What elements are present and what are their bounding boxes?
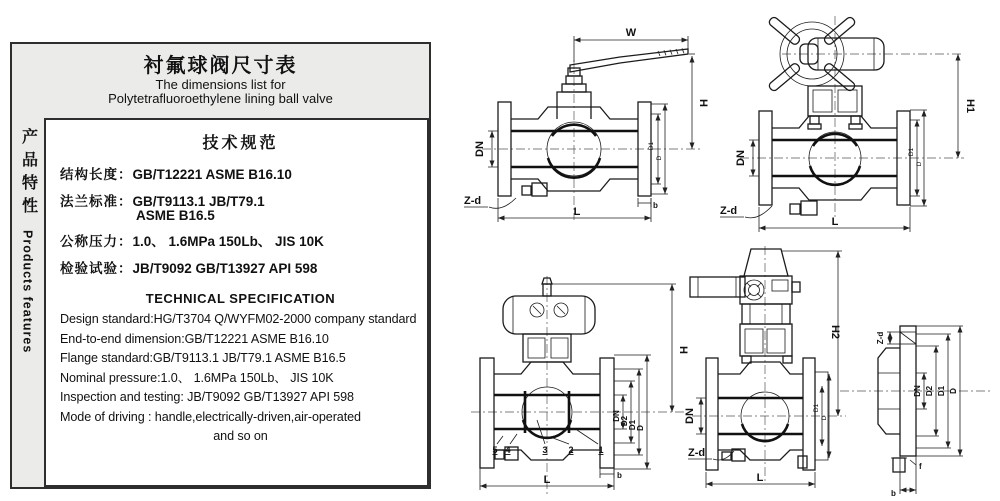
side-label-en: Products features (20, 230, 35, 354)
dim-label-l: L (573, 206, 581, 218)
page-title-cn: 衬氟球阀尺寸表 (143, 55, 298, 78)
dim-label-d1: D1 (648, 141, 655, 151)
spec-en-line-flange: Flange standard:GB/T9113.1 JB/T79.1 ASME B16.5 (60, 351, 346, 366)
spec-row-structure-length: 结构长度：GB/T12221 ASME B16.10 (60, 167, 292, 182)
dim-label-b: b (653, 201, 658, 210)
dim-label-b: b (617, 471, 622, 480)
dim-label-zd: Z-d (464, 195, 482, 207)
valve-body (759, 111, 910, 215)
dim-label-dn: DN (612, 410, 621, 422)
spec-en-line-endtoend: End-to-end dimension:GB/T12221 ASME B16.10 (60, 331, 329, 346)
drawing-handwheel-valve (712, 2, 990, 240)
flange-dim-label-dn: DN (913, 385, 922, 397)
dim-label-dn: DN (684, 408, 696, 424)
centerlines (482, 60, 700, 220)
drawing-pneumatic-valve (465, 250, 700, 500)
dim-label-d: D (916, 161, 923, 167)
valve-body (498, 76, 651, 196)
dim-label-dn: DN (735, 150, 747, 166)
electric-actuator (690, 249, 800, 324)
flange-detail-view (876, 326, 963, 498)
side-strip (12, 118, 44, 487)
part-number-2: 2 (568, 445, 574, 455)
dim-label-dn: DN (474, 141, 486, 157)
spec-cn-heading: 技术规范 (202, 135, 279, 152)
dim-label-l: L (543, 474, 551, 486)
flange-dim-label-d2: D2 (925, 385, 934, 397)
spec-en-line-pressure: Nominal pressure:1.0、 1.6MPa 150Lb、 JIS 10K (60, 370, 334, 385)
yoke (740, 324, 792, 363)
spec-en-line-inspection: Inspection and testing: JB/T9092 GB/T13927 API 598 (60, 390, 354, 405)
lever-handle (568, 48, 688, 76)
spec-row-flange-standard: 法兰标准：GB/T9113.1 JB/T79.1 ASME B16.5 (60, 190, 421, 223)
spec-row-inspection-test: 检验试验：JB/T9092 GB/T13927 API 598 (60, 261, 318, 276)
dim-label-l: L (831, 216, 839, 228)
dim-label-d: D (656, 155, 663, 161)
title-block (12, 44, 429, 118)
dim-label-h1: H1 (964, 98, 976, 114)
pneumatic-actuator (503, 278, 595, 362)
flange-dim-label-zd: Z-d (876, 331, 885, 345)
side-label-cn: 产品特性 (19, 128, 37, 220)
flange-dim-label-d: D (949, 388, 958, 394)
spec-row-nominal-pressure: 公称压力：1.0、 1.6MPa 150Lb、 JIS 10K (60, 234, 324, 249)
part-number-1: 1 (598, 445, 604, 455)
dim-label-d1: D1 (908, 147, 915, 157)
dimension-lines (480, 284, 676, 490)
spec-en-heading: TECHNICAL SPECIFICATION (145, 291, 336, 306)
dimension-lines (720, 54, 958, 232)
dim-label-d2: D2 (620, 415, 629, 427)
spec-row-flange-standard-cont: ASME B16.5 (136, 208, 215, 223)
dim-label-zd: Z-d (688, 447, 706, 459)
spec-en-line-design: Design standard:HG/T3704 Q/WYFM02-2000 company standard (60, 312, 417, 326)
valve-body (706, 358, 828, 470)
spec-panel (10, 42, 431, 489)
dim-label-d: D (636, 425, 645, 431)
dim-label-w: W (625, 27, 637, 39)
centerlines (740, 16, 964, 220)
dim-label-d1: D1 (628, 419, 637, 431)
dim-label-l: L (756, 472, 764, 484)
page-title-en-1: The dimensions list for (155, 76, 286, 92)
dim-label-zd: Z-d (720, 205, 738, 217)
dim-label-d: D (821, 415, 828, 421)
spec-en-line-driving: Mode of driving : handle,electrically-driven,air-operated (60, 409, 361, 424)
side-strip-vertical-text (17, 118, 40, 487)
flange-dim-label-f: f (919, 462, 922, 471)
dim-label-h: H (697, 99, 709, 107)
dim-label-h: H (677, 346, 689, 354)
dim-label-h2: H2 (829, 324, 841, 340)
page-title-en-2: Polytetrafluoroethylene lining ball valve (108, 91, 333, 107)
spec-en-line-andsoon: and so on (213, 429, 268, 444)
flange-dim-label-b: b (891, 489, 896, 498)
part-number-5: 5 (492, 445, 498, 455)
part-number-3: 3 (542, 445, 548, 455)
spec-content (44, 118, 429, 487)
drawing-electric-valve (684, 246, 1000, 501)
flange-dim-label-d1: D1 (937, 385, 946, 397)
dim-label-d1: D1 (813, 403, 820, 413)
drawing-lever-valve (462, 6, 707, 234)
part-number-4: 4 (505, 445, 511, 455)
